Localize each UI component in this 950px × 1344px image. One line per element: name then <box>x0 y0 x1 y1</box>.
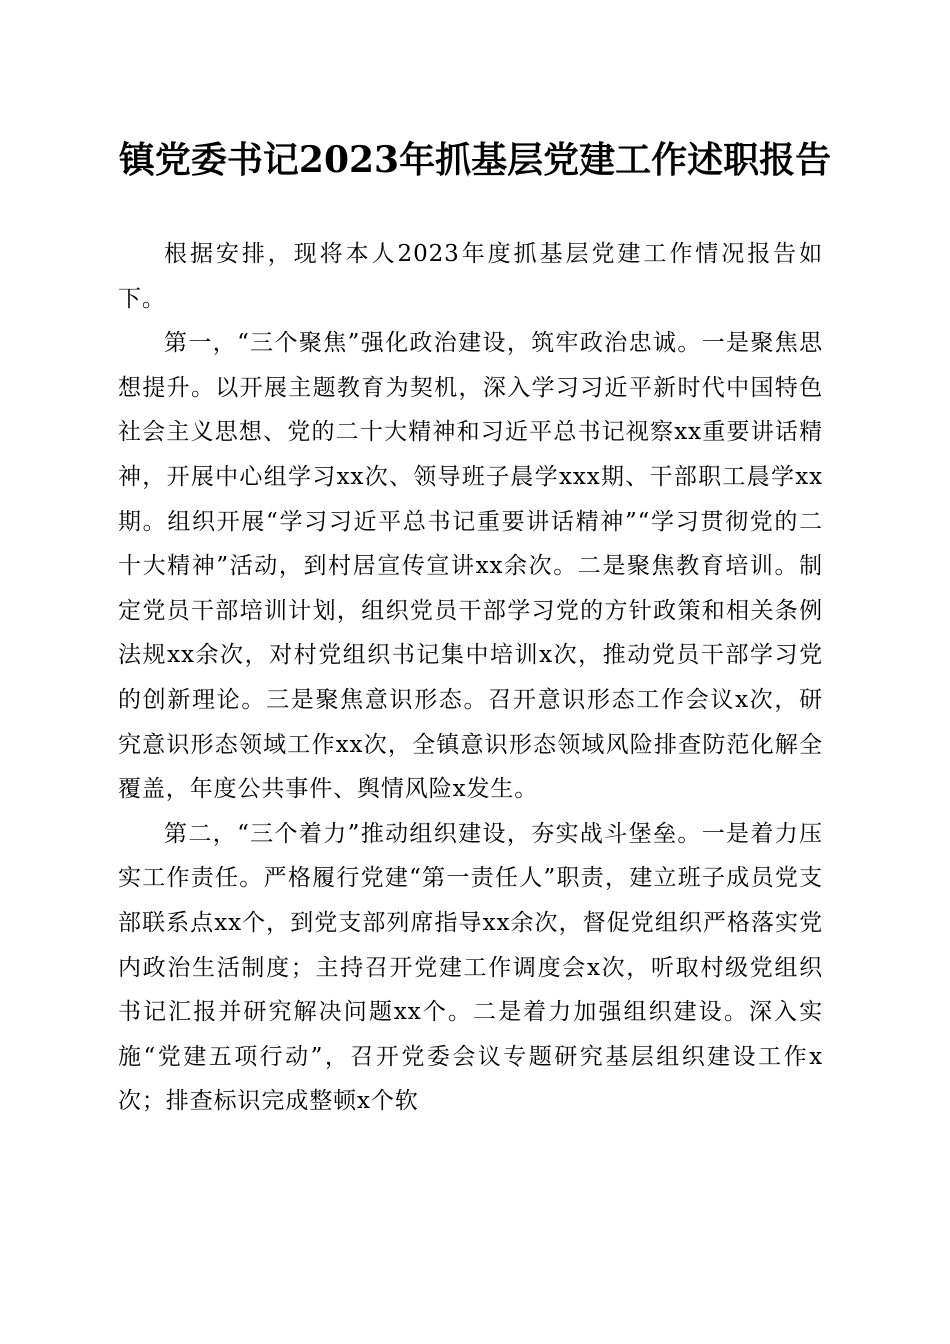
document-body <box>118 232 823 1124</box>
paragraph-section-1 <box>118 321 823 812</box>
section-2-heading: 第二，“三个着力”推动组织建设，夯实战斗堡垒。 <box>164 820 702 847</box>
section-1-text: 一是聚焦思想提升。以开展主题教育为契机，深入学习习近平新时代中国特色社会主义思想、党的二十大精神和习近平总书记视察xx重要讲话精神，开展中心组学习xx次、领导班子晨学xxx期、干部职工晨学xx期。组织开展“学习习近平总书记重要讲话精神”“学习贯彻党的二十大精神”活动，到村居宣传宣讲xx余次。二是聚焦教育培训。制定党员干部培训计划，组织党员干部学习党的方针政策和相关条例法规xx余次，对村党组织书记集中培训x次，推动党员干部学习党的创新理论。三是聚焦意识形态。召开意识形态工作会议x次，研究意识形态领域工作xx次，全镇意识形态领域风险排查防范化解全覆盖，年度公共事件、舆情风险x发生。 <box>118 330 824 803</box>
paragraph-intro <box>118 232 823 321</box>
paragraph-intro-text: 根据安排，现将本人2023年度抓基层党建工作情况报告如下。 <box>118 241 823 312</box>
paragraph-section-2 <box>118 812 823 1124</box>
document-title: 镇党委书记2023年抓基层党建工作述职报告 <box>118 139 832 181</box>
section-1-heading: 第一，“三个聚焦”强化政治建设，筑牢政治忠诚。 <box>164 330 702 357</box>
section-2-text: 一是着力压实工作责任。严格履行党建“第一责任人”职责，建立班子成员党支部联系点xx个，到党支部列席指导xx余次，督促党组织严格落实党内政治生活制度；主持召开党建工作调度会x次，听取村级党组织书记汇报并研究解决问题xx个。二是着力加强组织建设。深入实施“党建五项行动”，召开党委会议专题研究基层组织建设工作x次；排查标识完成整顿x个软 <box>118 820 824 1115</box>
